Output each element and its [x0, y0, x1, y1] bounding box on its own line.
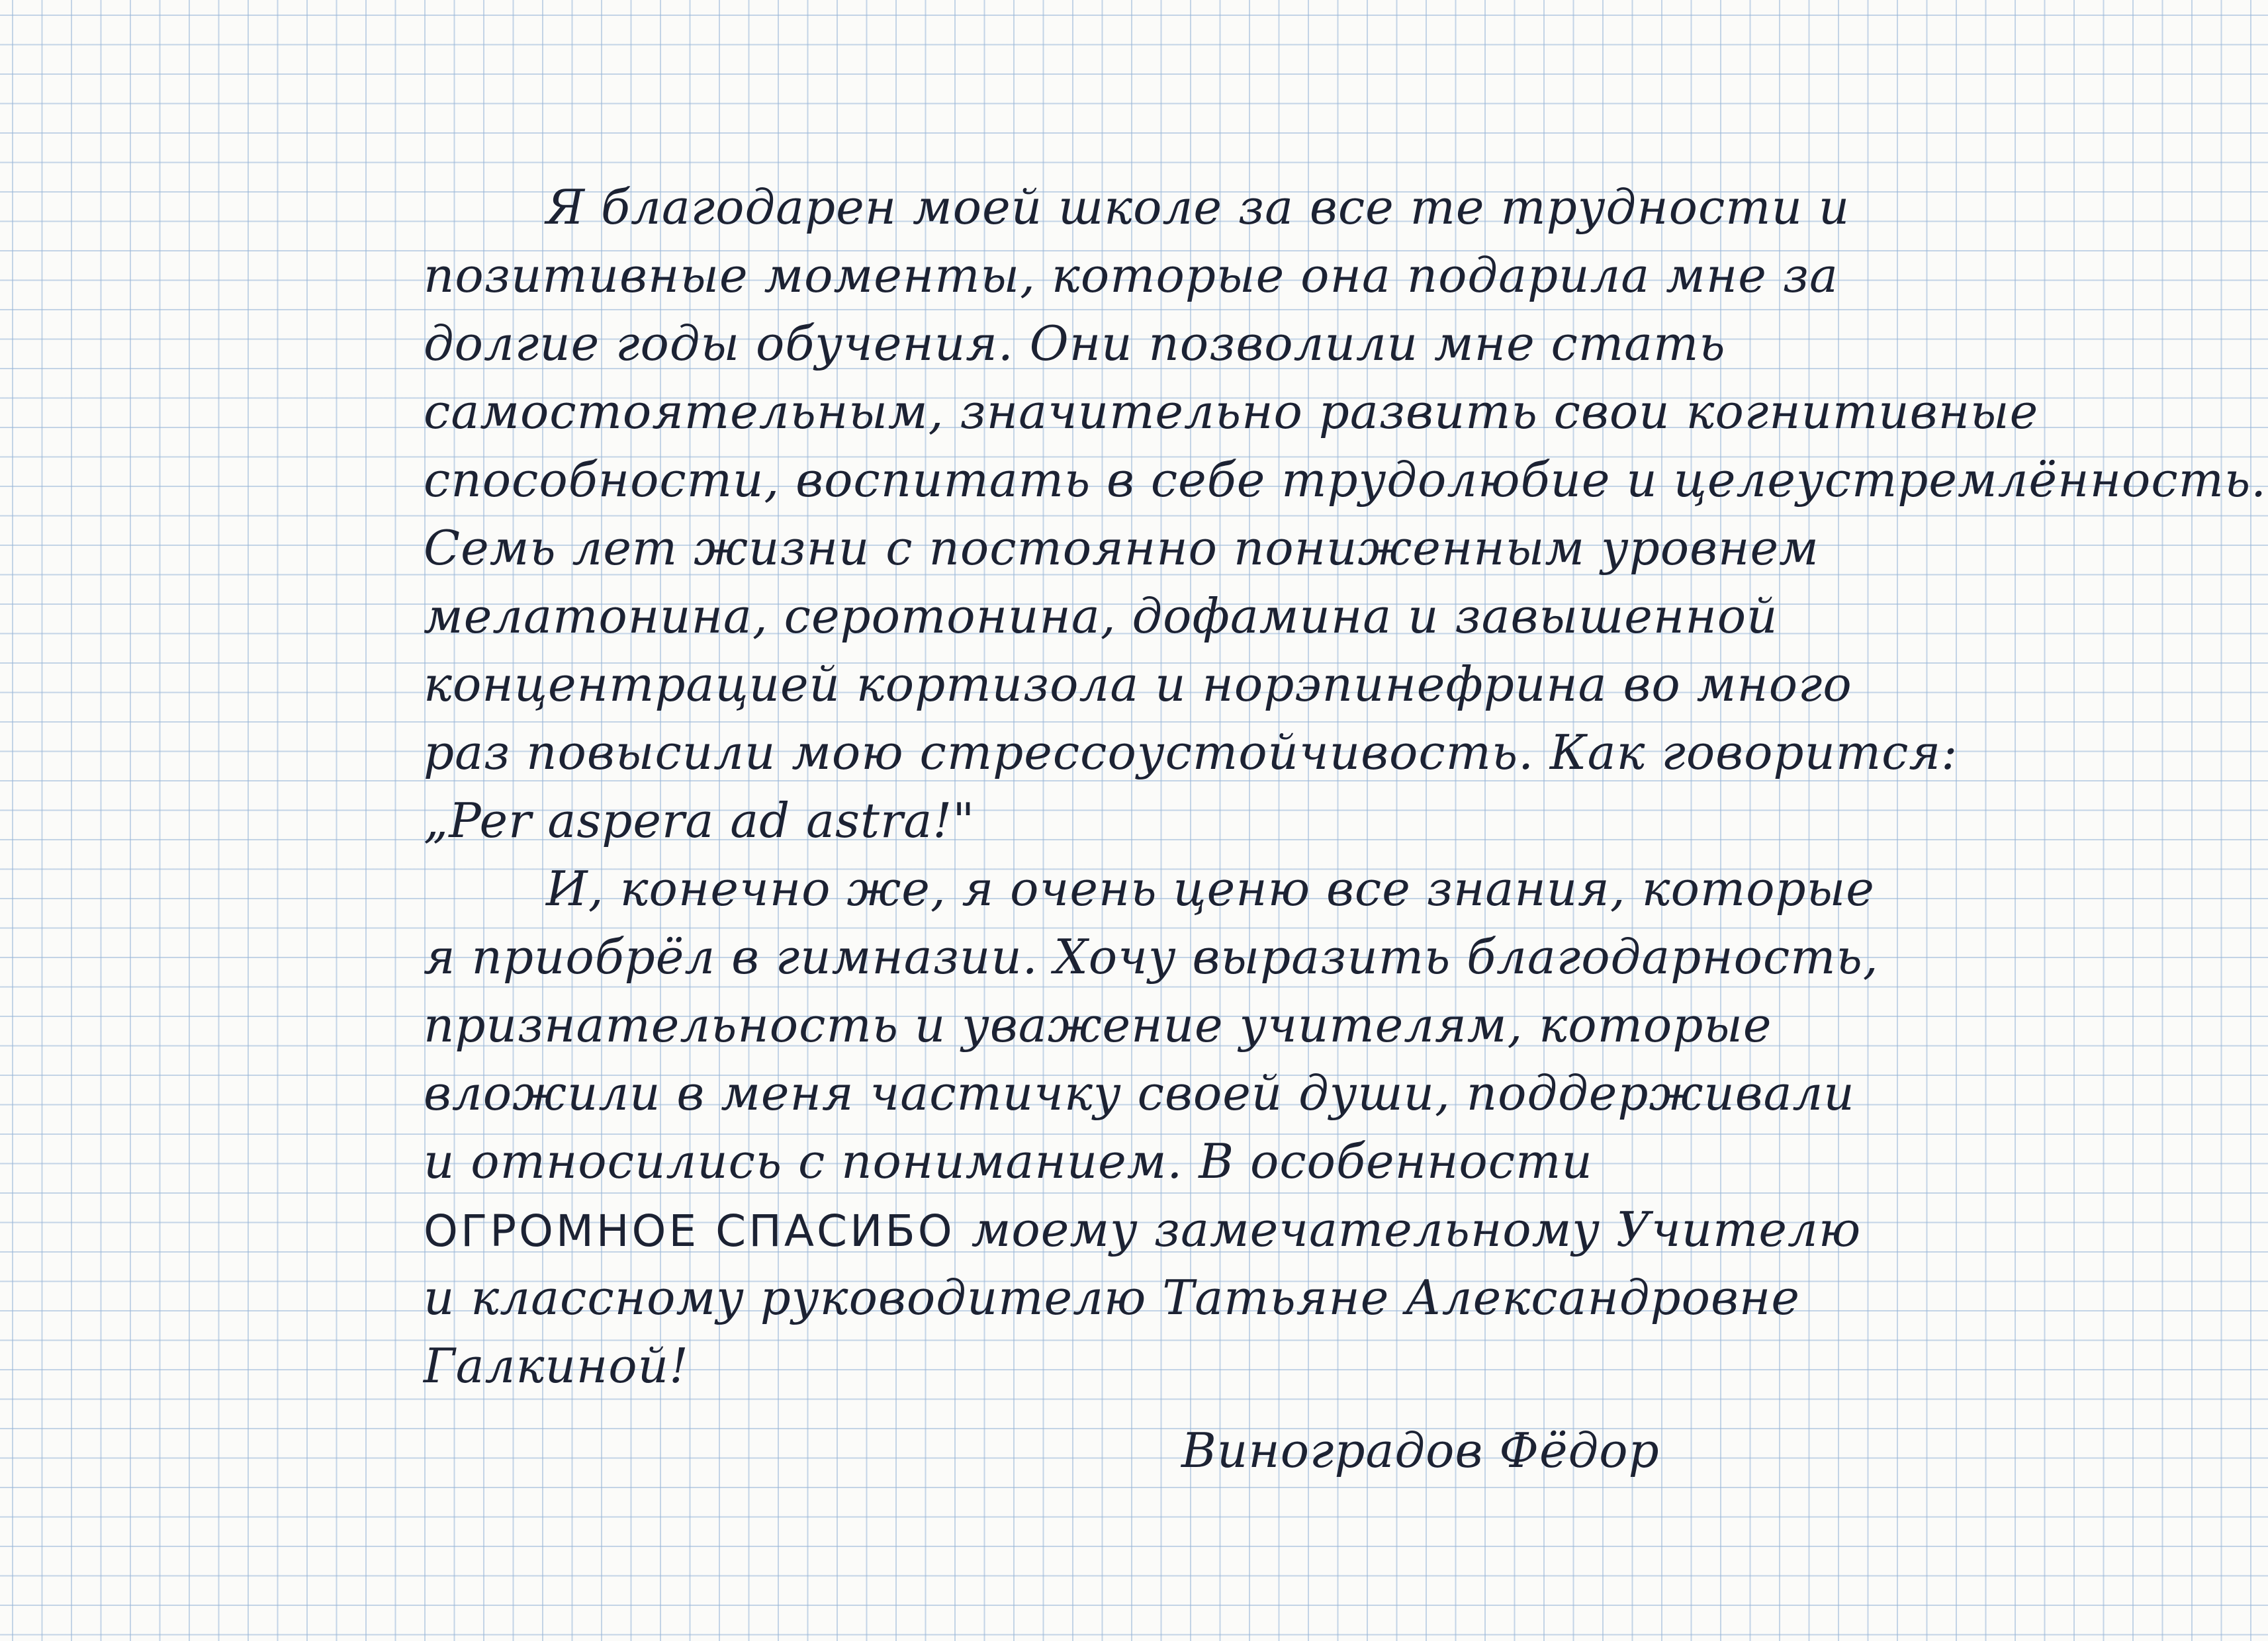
- letter-line: позитивные моменты, которые она подарила мне за: [424, 247, 1838, 303]
- signature: Виноградов Фёдор: [1181, 1423, 1660, 1478]
- letter-line: и классному руководителю Татьяне Александровне: [424, 1270, 1800, 1325]
- handwritten-letter: [424, 173, 2267, 1400]
- letter-line: раз повысили мою стрессоустойчивость. Как говорится:: [424, 725, 1958, 780]
- letter-line: Семь лет жизни с постоянно пониженным уровнем: [424, 520, 1819, 576]
- caps-line-rest: моему замечательному Учителю: [971, 1202, 1862, 1257]
- letter-line: И, конечно же, я очень ценю все знания, которые: [546, 861, 1875, 916]
- letter-line: мелатонина, серотонина, дофамина и завышенной: [424, 588, 1778, 644]
- letter-line: я приобрёл в гимназии. Хочу выразить благодарность,: [424, 929, 1879, 985]
- letter-line: Я благодарен моей школе за все те трудности и: [546, 179, 1850, 235]
- letter-line: признательность и уважение учителям, которые: [424, 997, 1772, 1053]
- letter-line: долгие годы обучения. Они позволили мне стать: [424, 316, 1726, 371]
- letter-line: концентрацией кортизола и норэпинефрина во много: [424, 656, 1852, 712]
- letter-line: способности, воспитать в себе трудолюбие и целеустремлённость.: [424, 452, 2267, 508]
- letter-line: Галкиной!: [424, 1338, 689, 1394]
- letter-line: „Per aspera ad astra!": [424, 793, 975, 848]
- caps-thanks: ОГРОМНОЕ СПАСИБО: [424, 1206, 955, 1257]
- letter-line: самостоятельным, значительно развить свои когнитивные: [424, 384, 2039, 439]
- letter-line: и относились с пониманием. В особенности: [424, 1133, 1593, 1189]
- letter-line: вложили в меня частичку своей души, поддерживали: [424, 1065, 1855, 1121]
- letter-line-caps: [424, 1196, 2038, 1264]
